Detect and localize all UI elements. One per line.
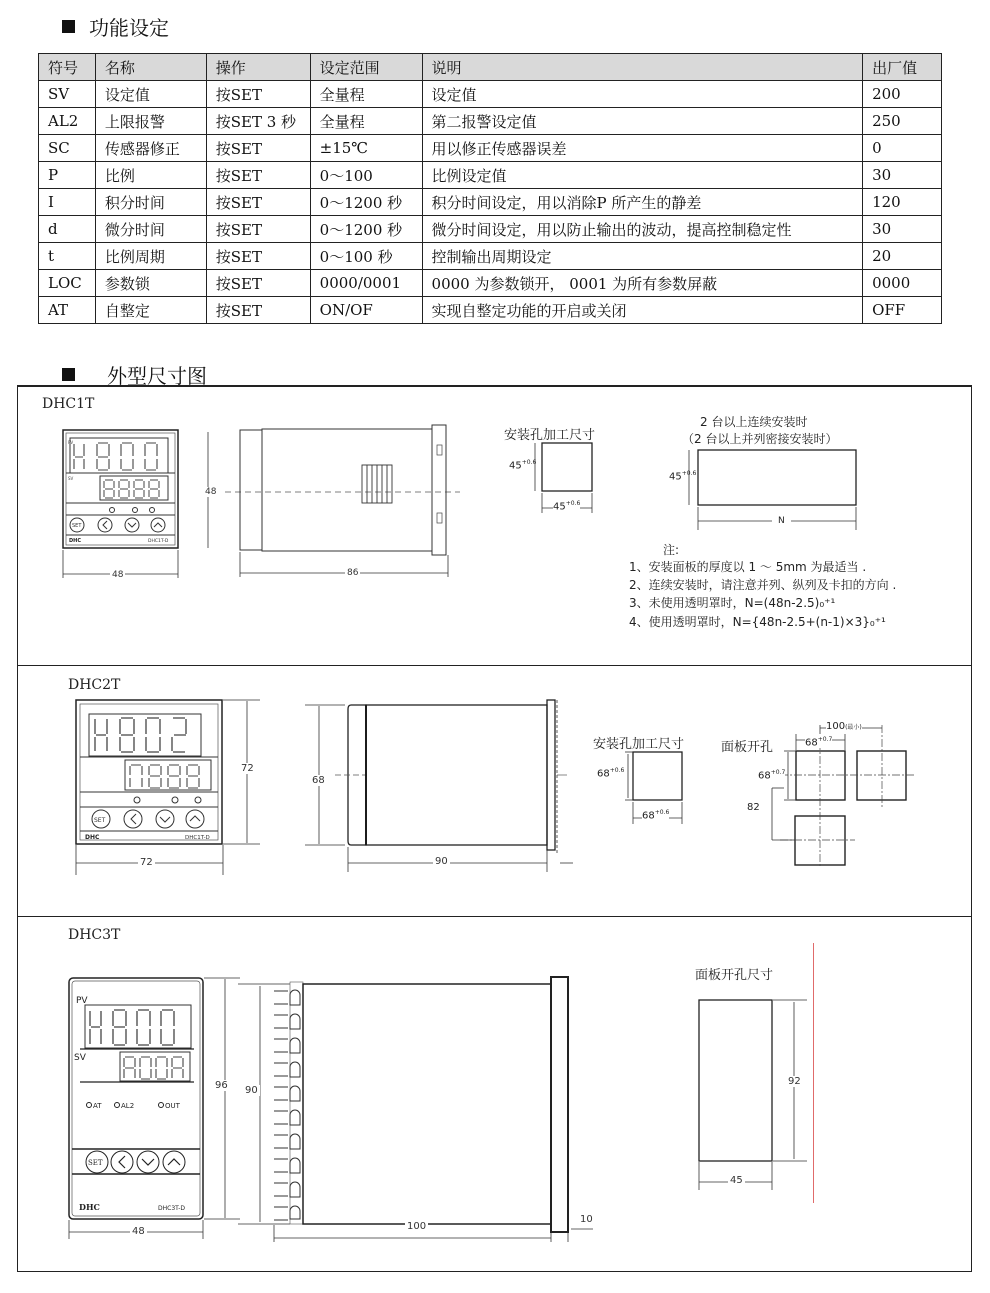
square-bullet-icon (62, 368, 75, 381)
cell-range: 0～100 秒 (310, 243, 422, 270)
cell-default: 120 (863, 189, 942, 216)
svg-text:DHC3T-D: DHC3T-D (158, 1205, 186, 1212)
cell-range: ON/OF (310, 297, 422, 324)
header-default: 出厂值 (863, 54, 942, 81)
dim-dhc3t-side-height: 90 (245, 1085, 258, 1096)
section-title-text: 功能设定 (89, 16, 169, 40)
dhc3t-panel-title: 面板开孔尺寸 (695, 968, 774, 983)
svg-text:SET: SET (88, 1159, 103, 1167)
svg-text:AL2: AL2 (121, 1102, 135, 1110)
dim-dhc1t-multi-n: N (772, 516, 791, 526)
dim-dhc1t-cutout-w: $45^{+0.6}$ (553, 500, 581, 513)
cell-operation: 按SET (206, 243, 310, 270)
dim-dhc3t-panel-w: 45 (730, 1175, 743, 1186)
cell-name: 比例周期 (95, 243, 206, 270)
cell-symbol: P (39, 162, 96, 189)
dim-dhc1t-front-width: 48 (112, 570, 124, 580)
cell-description: 第二报警设定值 (422, 108, 863, 135)
svg-text:DHC1T-D: DHC1T-D (148, 539, 169, 544)
dhc2t-front-view (75, 699, 275, 879)
dhc2t-side-view (305, 700, 575, 875)
dim-dhc2t-panel-w: $68^{+0.7}$ (805, 736, 833, 749)
cell-symbol: SV (39, 81, 96, 108)
dim-dhc3t-front-width: 48 (132, 1226, 145, 1237)
cell-description: 积分时间设定，用以消除P 所产生的静差 (422, 189, 863, 216)
dim-dhc1t-cutout-h: $45^{+0.6}$ (509, 459, 537, 472)
header-description: 说明 (422, 54, 863, 81)
model-label-dhc1t: DHC1T (42, 396, 95, 412)
svg-text:SET: SET (72, 523, 82, 529)
dim-dhc3t-side-length: 100 (407, 1221, 427, 1232)
table-row (39, 135, 942, 162)
cell-range: ±15℃ (310, 135, 422, 162)
svg-text:AT: AT (93, 1102, 102, 1110)
dhc1t-multi-title-2: （2 台以上并列密接安装时） (682, 432, 838, 446)
cell-default: 20 (863, 243, 942, 270)
cell-range: 全量程 (310, 108, 422, 135)
table-row (39, 297, 942, 324)
svg-text:SV: SV (74, 1053, 86, 1063)
dim-dhc2t-panel-h: $68^{+0.7}$ (758, 769, 786, 782)
section-title-text: 外型尺寸图 (107, 364, 207, 388)
square-bullet-icon (62, 20, 75, 33)
cell-name: 自整定 (95, 297, 206, 324)
svg-text:PV: PV (76, 996, 88, 1006)
cell-name: 参数锁 (95, 270, 206, 297)
cell-symbol: SC (39, 135, 96, 162)
cell-operation: 按SET (206, 216, 310, 243)
model-label-dhc2t: DHC2T (68, 677, 121, 693)
dim-dhc3t-front-height: 96 (215, 1080, 228, 1091)
dhc2t-cutout-title: 安装孔加工尺寸 (593, 737, 685, 752)
cell-name: 比例 (95, 162, 206, 189)
dim-dhc2t-panel-pitch-h: 100(最小) (826, 721, 862, 732)
cell-symbol: AL2 (39, 108, 96, 135)
cell-operation: 按SET (206, 162, 310, 189)
cell-default: 30 (863, 216, 942, 243)
cell-default: 250 (863, 108, 942, 135)
cell-symbol: t (39, 243, 96, 270)
svg-text:SET: SET (94, 817, 106, 824)
cell-symbol: LOC (39, 270, 96, 297)
cell-default: 30 (863, 162, 942, 189)
section-title-function (62, 12, 169, 41)
table-row (39, 216, 942, 243)
svg-text:DHC1T-D: DHC1T-D (185, 835, 210, 841)
cell-symbol: d (39, 216, 96, 243)
dim-dhc3t-flange: 10 (580, 1214, 593, 1225)
cell-operation: 按SET (206, 270, 310, 297)
cell-name: 微分时间 (95, 216, 206, 243)
dhc1t-front-view (60, 428, 220, 588)
model-label-dhc3t: DHC3T (68, 927, 121, 943)
cell-operation: 按SET (206, 297, 310, 324)
header-range: 设定范围 (310, 54, 422, 81)
red-guide-line (813, 943, 814, 1203)
note-1: 1、安装面板的厚度以 1 ～ 5mm 为最适当 . (629, 560, 867, 574)
svg-text:DHC: DHC (69, 538, 82, 544)
header-operation: 操作 (206, 54, 310, 81)
cell-operation: 按SET (206, 189, 310, 216)
note-2: 2、连续安装时，请注意并列、纵列及卡扣的方向 . (629, 578, 897, 592)
cell-description: 设定值 (422, 81, 863, 108)
table-row (39, 189, 942, 216)
svg-text:PV: PV (68, 440, 74, 445)
svg-text:DHC: DHC (85, 834, 100, 841)
svg-text:SV: SV (68, 476, 74, 481)
note-4: 4、使用透明罩时，N={48n-2.5+(n-1)×3}₀⁺¹ (629, 615, 886, 629)
dhc2t-panel-title: 面板开孔 (721, 740, 774, 755)
dim-dhc2t-cutout-w: $68^{+0.6}$ (642, 809, 670, 822)
header-symbol: 符号 (39, 54, 96, 81)
table-row (39, 81, 942, 108)
table-row (39, 243, 942, 270)
divider (18, 916, 971, 917)
cell-default: 200 (863, 81, 942, 108)
dim-dhc3t-panel-h: 92 (788, 1076, 801, 1087)
cell-default: OFF (863, 297, 942, 324)
cell-symbol: I (39, 189, 96, 216)
dim-dhc2t-front-height: 72 (241, 763, 254, 774)
table-row (39, 270, 942, 297)
dim-dhc2t-cutout-h: $68^{+0.6}$ (597, 767, 625, 780)
dim-dhc2t-side-height: 68 (312, 775, 325, 786)
dhc3t-panel-cutout-drawing (695, 998, 815, 1198)
cell-range: 0000/0001 (310, 270, 422, 297)
cell-name: 上限报警 (95, 108, 206, 135)
cell-range: 全量程 (310, 81, 422, 108)
dim-dhc2t-side-length: 90 (435, 856, 448, 867)
cell-description: 实现自整定功能的开启或关闭 (422, 297, 863, 324)
table-row (39, 162, 942, 189)
cell-name: 设定值 (95, 81, 206, 108)
cell-description: 用以修正传感器误差 (422, 135, 863, 162)
cell-symbol: AT (39, 297, 96, 324)
notes-title: 注: (663, 543, 680, 557)
dim-dhc1t-front-height: 48 (205, 487, 217, 497)
cell-default: 0 (863, 135, 942, 162)
note-3: 3、未使用透明罩时，N=(48n-2.5)₀⁺¹ (629, 596, 836, 610)
cell-name: 传感器修正 (95, 135, 206, 162)
cell-range: 0～1200 秒 (310, 216, 422, 243)
function-table (38, 53, 942, 324)
header-name: 名称 (95, 54, 206, 81)
dhc1t-multi-title-1: 2 台以上连续安装时 (700, 415, 808, 429)
cell-default: 0000 (863, 270, 942, 297)
svg-text:DHC: DHC (79, 1202, 100, 1212)
table-row (39, 108, 942, 135)
cell-operation: 按SET (206, 135, 310, 162)
dhc3t-side-view (238, 977, 598, 1237)
dhc3t-front-view (68, 977, 248, 1237)
dim-dhc1t-side-length: 86 (347, 568, 359, 578)
dhc2t-panel-cutout-drawing (740, 720, 970, 870)
divider (18, 665, 971, 666)
dim-dhc1t-multi-h: $45^{+0.6}$ (669, 470, 697, 483)
cell-description: 控制输出周期设定 (422, 243, 863, 270)
dim-dhc2t-front-width: 72 (140, 857, 153, 868)
cell-description: 比例设定值 (422, 162, 863, 189)
cell-range: 0～100 (310, 162, 422, 189)
dhc1t-cutout-title: 安装孔加工尺寸 (504, 428, 596, 443)
cell-description: 微分时间设定，用以防止输出的波动，提高控制稳定性 (422, 216, 863, 243)
cell-description: 0000 为参数锁开， 0001 为所有参数屏蔽 (422, 270, 863, 297)
cell-operation: 按SET 3 秒 (206, 108, 310, 135)
table-header-row (39, 54, 942, 81)
dim-dhc2t-panel-pitch-v: 82 (747, 802, 760, 813)
svg-text:OUT: OUT (165, 1102, 180, 1110)
cell-name: 积分时间 (95, 189, 206, 216)
cell-range: 0～1200 秒 (310, 189, 422, 216)
cell-operation: 按SET (206, 81, 310, 108)
